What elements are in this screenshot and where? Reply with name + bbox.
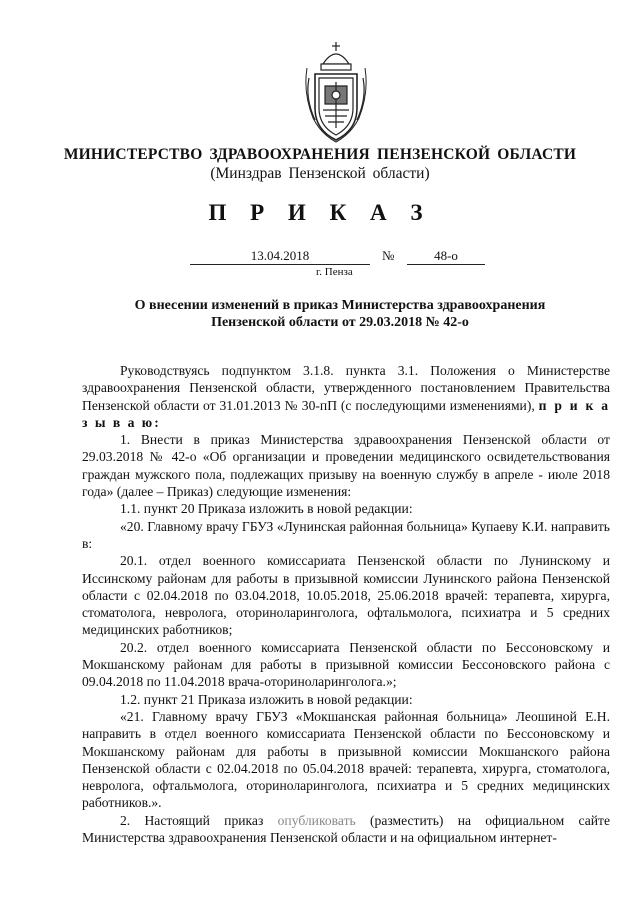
item-2-text-b: (разместить) на официальном сайте Министерства здравоохранения Пензенской области и на официальном интернет- (82, 812, 611, 846)
ministry-name: МИНИСТЕРСТВО ЗДРАВООХРАНЕНИЯ ПЕНЗЕНСКОЙ ОБЛАСТИ (63, 146, 577, 163)
paragraph-item-2 (82, 812, 610, 847)
order-directive: п р и к а з ы в а ю: (82, 397, 610, 430)
item-2-highlight: опубликовать (277, 812, 356, 828)
preamble-text: Руководствуясь подпунктом 3.1.8. пункта 3.1. Положения о Министерстве здравоохранения Пензенской области, утвержденного постановлением Правительства Пензенской области от 31.01.2013 № 30-пП (с последующими изменениями), (82, 363, 610, 413)
number-sign: № (382, 248, 395, 263)
order-title: П Р И К А З (208, 200, 432, 225)
order-subject (60, 297, 620, 331)
order-date: 13.04.2018 (190, 248, 370, 265)
ministry-short-name: (Минздрав Пензенской области) (210, 165, 430, 182)
subject-line-1: О внесении изменений в приказ Министерства здравоохранения (134, 298, 546, 313)
order-body (82, 362, 610, 846)
paragraph-point-21: «21. Главному врачу ГБУЗ «Мокшанская районная больница» Леошиной Е.Н. направить в отдел военного комиссариата Пензенской области по Бессоновскому и Мокшанскому районам для работы в призывной комиссии Мокшанского района Пензенской области с 02.04.2018 по 05.04.2018 врачей: терапевта, хирурга, стоматолога, невролога, офтальмолога, оториноларинголога, психиатра и 5 средних медицинских работников.». (82, 708, 610, 811)
order-city: г. Пенза (316, 266, 353, 278)
item-2-text-a: 2. Настоящий приказ (120, 812, 264, 828)
paragraph-item-1-2: 1.2. пункт 21 Приказа изложить в новой редакции: (120, 691, 413, 707)
paragraph-point-20-1: 20.1. отдел военного комиссариата Пензенской области по Лунинскому и Иссинскому районам для работы в призывной комиссии Лунинского района Пензенской области с 02.04.2018 по 03.04.2018, 10.05.2018, 25.06.2018 врачей: терапевта, хирурга, стоматолога, невролога, оториноларинголога, офтальмолога, психиатра и 5 средних медицинских работников; (82, 553, 610, 638)
paragraph-item-1-1: 1.1. пункт 20 Приказа изложить в новой редакции: (120, 501, 413, 517)
paragraph-item-1: 1. Внести в приказ Министерства здравоохранения Пензенской области от 29.03.2018 № 42-о «Об организации и проведении медицинского освидетельствования граждан мужского пола, подлежащих призыву на военную службу в апреле - июле 2018 года» (далее – Приказ) следующие изменения: (82, 432, 610, 500)
paragraph-point-20-2: 20.2. отдел военного комиссариата Пензенской области по Бессоновскому и Мокшанскому районам для работы в призывной комиссии Бессоновского района с 09.04.2018 по 11.04.2018 врача-оториноларинголога.»; (82, 639, 610, 690)
coat-of-arms-emblem (303, 38, 369, 144)
order-number: 48-о (407, 248, 485, 265)
paragraph-point-20: «20. Главному врачу ГБУЗ «Лунинская районная больница» Купаеву К.И. направить в: (82, 518, 610, 551)
subject-line-2: Пензенской области от 29.03.2018 № 42-о (211, 315, 469, 330)
paragraph-preamble (82, 362, 610, 431)
